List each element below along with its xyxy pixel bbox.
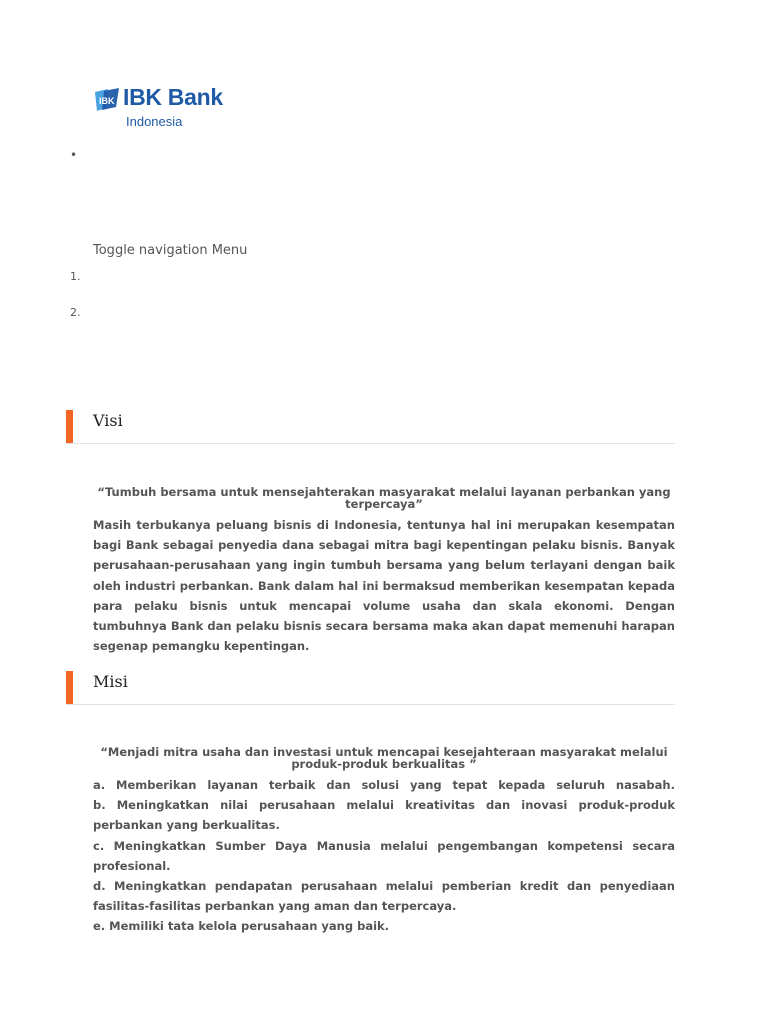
ibk-logo-icon [94, 88, 120, 112]
visi-quote: “Tumbuh bersama untuk mensejahterakan masyarakat melalui layanan perbankan yang terpercaya” [97, 485, 671, 511]
misi-list [93, 775, 675, 937]
visi-body: Masih terbukanya peluang bisnis di Indonesia, tentunya hal ini merupakan kesempatan bagi Bank sebagai penyedia dana sebagai mitra bagi kepentingan pelaku bisnis. Banyak perusahaan-perusahaan yang ingin tumbuh bersama yang belum terlayani dengan baik oleh industri perbankan. Bank dalam hal ini bermaksud memberikan kesempatan kepada para pelaku bisnis untuk mencapai volume usaha dan skala ekonomi. Dengan tumbuhnya Bank dan pelaku bisnis secara bersama maka akan dapat memenuhi harapan segenap pemangku kepentingan. [93, 518, 675, 654]
nav-list-number-2: 2. [70, 306, 81, 319]
nav-list-number-1: 1. [70, 270, 81, 283]
brand-subtitle: Indonesia [126, 114, 183, 129]
ibk-bank-logo[interactable] [94, 86, 234, 132]
misi-accent-bar [66, 671, 73, 704]
visi-title: Visi [93, 411, 123, 430]
misi-item-a: a. Memberikan layanan terbaik dan solusi yang tepat kepada seluruh nasabah. [93, 778, 675, 792]
misi-section-header [66, 671, 675, 705]
misi-item-b: b. Meningkatkan nilai perusahaan melalui kreativitas dan inovasi produk-produk perbankan yang berkualitas. [93, 798, 675, 833]
svg-text:IBK: IBK [99, 96, 115, 106]
visi-accent-bar [66, 410, 73, 443]
visi-section-header [66, 410, 675, 444]
nav-bullet: • [70, 148, 78, 162]
misi-item-d: d. Meningkatkan pendapatan perusahaan melalui pemberian kredit dan penyediaan fasilitas-fasilitas perbankan yang aman dan terpercaya. [93, 879, 675, 914]
brand-name: IBK Bank [123, 84, 223, 110]
misi-item-c: c. Meningkatkan Sumber Daya Manusia melalui pengembangan kompetensi secara profesional. [93, 838, 675, 873]
misi-quote: “Menjadi mitra usaha dan investasi untuk mencapai kesejahteraan masyarakat melalui produk-produk berkualitas ” [100, 745, 668, 771]
misi-title: Misi [93, 672, 128, 691]
misi-item-e: e. Memiliki tata kelola perusahaan yang baik. [93, 919, 390, 934]
toggle-navigation-button[interactable]: Toggle navigation Menu [93, 243, 248, 258]
